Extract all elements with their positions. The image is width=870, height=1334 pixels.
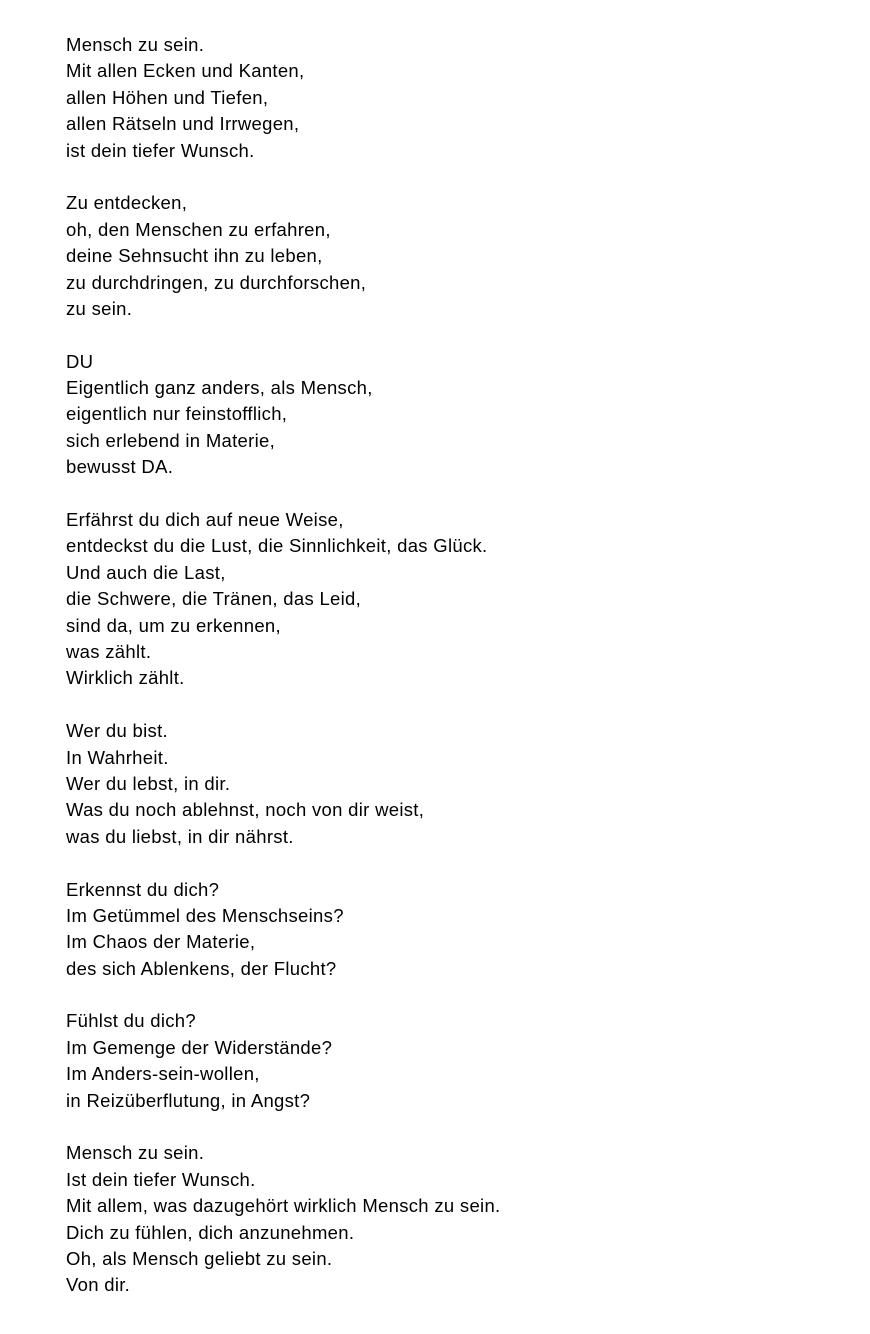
poem-line: Wirklich zählt.	[66, 667, 185, 689]
poem-line: Im Gemenge der Widerstände?	[66, 1036, 333, 1058]
poem-line: Was du noch ablehnst, noch von dir weist,	[66, 799, 425, 821]
poem-line: zu sein.	[66, 297, 133, 319]
poem-line: Zu entdecken,	[66, 192, 188, 214]
stanza-8	[66, 1140, 846, 1298]
stanza-1	[66, 32, 846, 164]
poem-line: Wer du lebst, in dir.	[66, 772, 231, 794]
poem-line: was du liebst, in dir nährst.	[66, 825, 294, 847]
poem-line: Ist dein tiefer Wunsch.	[66, 1168, 256, 1190]
poem-line: ist dein tiefer Wunsch.	[66, 139, 255, 161]
poem-line: Mit allen Ecken und Kanten,	[66, 60, 305, 82]
poem-line: Und auch die Last,	[66, 561, 226, 583]
poem-line: Im Chaos der Materie,	[66, 931, 256, 953]
poem-line: bewusst DA.	[66, 456, 174, 478]
poem-line: in Reizüberflutung, in Angst?	[66, 1089, 311, 1111]
poem-line: Von dir.	[66, 1274, 131, 1296]
poem-line: allen Rätseln und Irrwegen,	[66, 113, 300, 135]
stanza-4	[66, 507, 846, 692]
stanza-2	[66, 190, 846, 322]
poem-line: Mit allem, was dazugehört wirklich Mensch zu sein.	[66, 1195, 501, 1217]
poem-line: DU	[66, 350, 94, 372]
poem-line: Dich zu fühlen, dich anzunehmen.	[66, 1221, 355, 1243]
poem-text	[66, 32, 846, 1325]
poem-line: eigentlich nur feinstofflich,	[66, 403, 288, 425]
poem-line: Mensch zu sein.	[66, 1142, 205, 1164]
stanza-7	[66, 1008, 846, 1114]
stanza-5	[66, 718, 846, 850]
poem-line: des sich Ablenkens, der Flucht?	[66, 957, 337, 979]
poem-line: die Schwere, die Tränen, das Leid,	[66, 588, 362, 610]
poem-line: Erfährst du dich auf neue Weise,	[66, 509, 344, 531]
poem-line: was zählt.	[66, 640, 152, 662]
poem-line: Wer du bist.	[66, 720, 168, 742]
stanza-3	[66, 349, 846, 481]
poem-line: Oh, als Mensch geliebt zu sein.	[66, 1247, 333, 1269]
poem-line: oh, den Menschen zu erfahren,	[66, 218, 331, 240]
poem-line: Im Getümmel des Menschseins?	[66, 904, 344, 926]
poem-line: sich erlebend in Materie,	[66, 429, 276, 451]
stanza-6	[66, 877, 846, 983]
poem-line: allen Höhen und Tiefen,	[66, 86, 269, 108]
poem-line: In Wahrheit.	[66, 746, 169, 768]
poem-line: Eigentlich ganz anders, als Mensch,	[66, 377, 373, 399]
poem-line: Im Anders-sein-wollen,	[66, 1063, 260, 1085]
poem-line: deine Sehnsucht ihn zu leben,	[66, 245, 323, 267]
poem-line: zu durchdringen, zu durchforschen,	[66, 271, 367, 293]
poem-line: Erkennst du dich?	[66, 878, 220, 900]
poem-line: sind da, um zu erkennen,	[66, 614, 281, 636]
poem-line: entdeckst du die Lust, die Sinnlichkeit, das Glück.	[66, 535, 488, 557]
poem-line: Mensch zu sein.	[66, 34, 205, 55]
poem-line: Fühlst du dich?	[66, 1010, 196, 1032]
